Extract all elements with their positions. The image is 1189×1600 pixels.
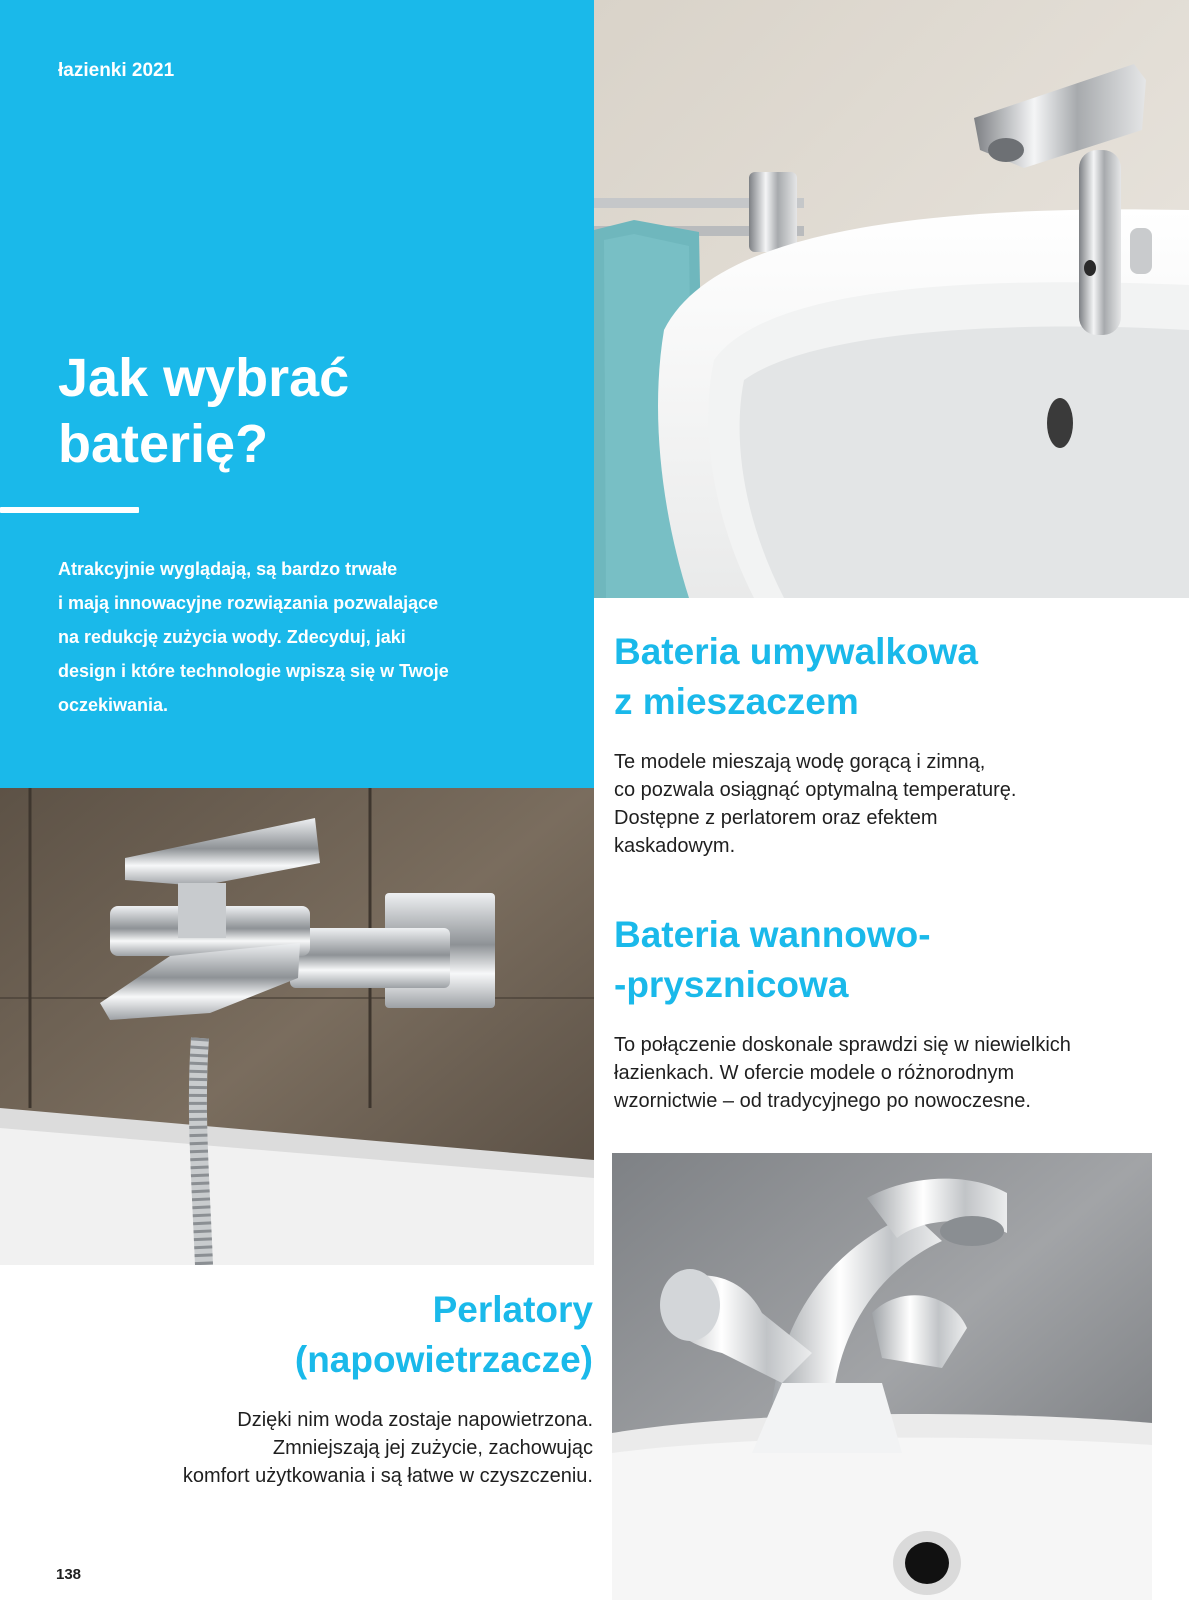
text-line: kaskadowym. (614, 835, 736, 857)
text-line: Te modele mieszają wodę gorącą i zimną, (614, 751, 986, 773)
section-heading-perlatory (40, 1285, 593, 1385)
section-text-wannowo (614, 1031, 1184, 1115)
text-line: To połączenie doskonale sprawdzi się w niewielkich (614, 1034, 1071, 1056)
page-number: 138 (56, 1566, 82, 1583)
aerator-tap-photo (612, 1153, 1152, 1600)
intro-line: na redukcję zużycia wody. Zdecyduj, jaki (58, 627, 406, 647)
section-label: łazienki 2021 (58, 60, 175, 81)
page-title (58, 345, 558, 477)
intro-line: oczekiwania. (58, 695, 169, 715)
text-line: Zmniejszają jej zużycie, zachowując (272, 1437, 593, 1459)
washbasin-faucet-photo (594, 0, 1189, 598)
heading-line: (napowietrzacze) (294, 1339, 593, 1380)
text-line: Dzięki nim woda zostaje napowietrzona. (237, 1409, 593, 1431)
heading-line: z mieszaczem (614, 681, 859, 722)
text-line: łazienkach. W ofercie modele o różnorodnym (614, 1062, 1015, 1084)
page-title-line2: baterię? (58, 414, 269, 474)
intro-paragraph (58, 552, 558, 722)
text-line: Dostępne z perlatorem oraz efektem (614, 807, 938, 829)
heading-line: Bateria wannowo- (614, 914, 931, 955)
intro-line: Atrakcyjnie wyglądają, są bardzo trwałe (58, 559, 398, 579)
heading-line: Bateria umywalkowa (614, 631, 978, 672)
section-text-perlatory (40, 1406, 593, 1490)
section-heading-umywalkowa (614, 627, 1174, 727)
heading-line: -prysznicowa (614, 964, 849, 1005)
title-divider (0, 507, 139, 513)
text-line: co pozwala osiągnąć optymalną temperaturę. (614, 779, 1017, 801)
page-title-line1: Jak wybrać (58, 348, 350, 408)
text-line: wzornictwie – od tradycyjnego po nowoczesne. (614, 1090, 1031, 1112)
bath-shower-mixer-photo (0, 788, 594, 1265)
text-line: komfort użytkowania i są łatwe w czyszczeniu. (182, 1465, 593, 1487)
section-heading-wannowo (614, 910, 1174, 1010)
intro-line: i mają innowacyjne rozwiązania pozwalające (58, 593, 439, 613)
section-text-umywalkowa (614, 748, 1174, 860)
intro-line: design i które technologie wpiszą się w Twoje (58, 661, 449, 681)
heading-line: Perlatory (432, 1289, 593, 1330)
